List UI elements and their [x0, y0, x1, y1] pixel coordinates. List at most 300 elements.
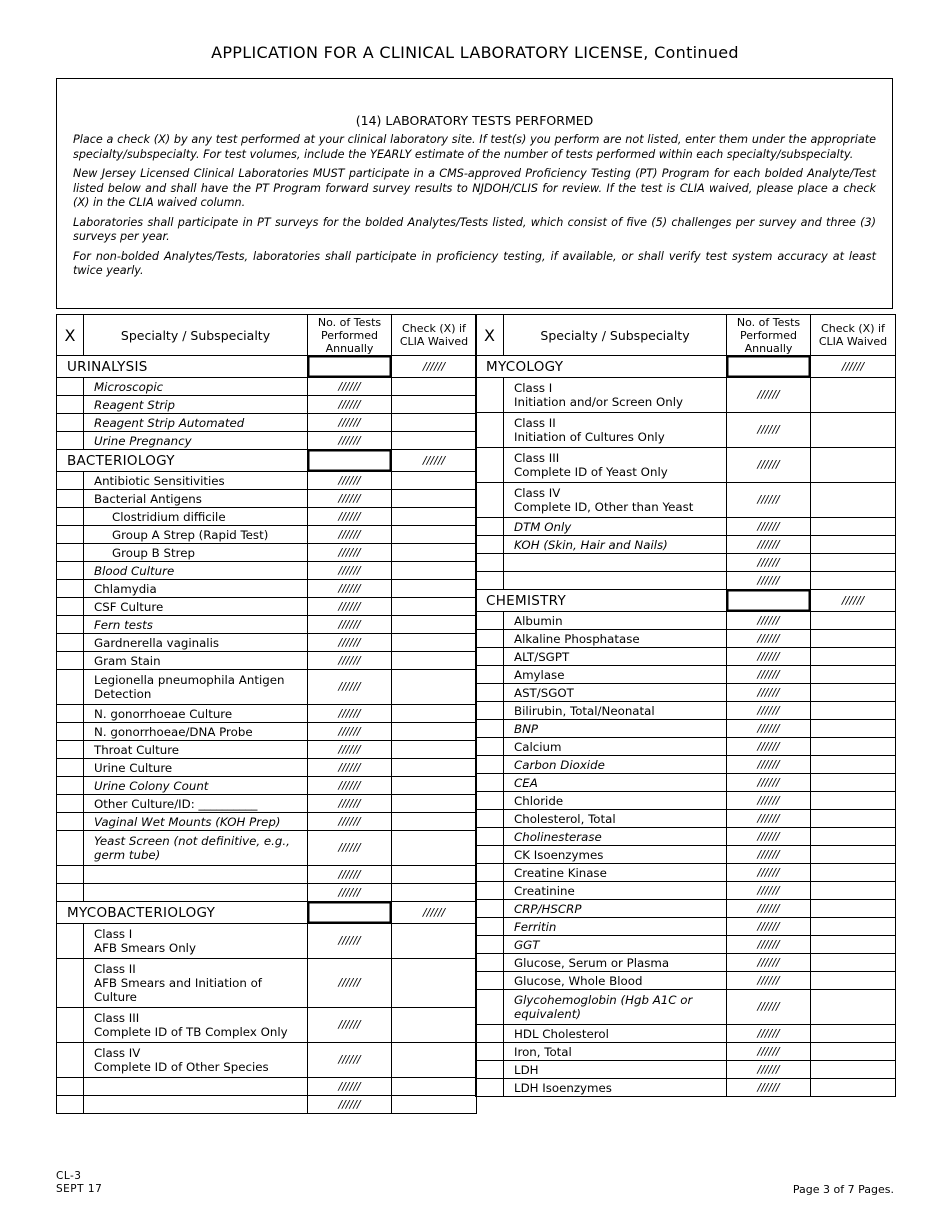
test-name: Throat Culture	[84, 741, 308, 759]
test-checkbox-cell[interactable]	[476, 882, 504, 900]
test-row	[57, 378, 477, 396]
section-count-field[interactable]	[308, 356, 392, 378]
test-count-cell: //////	[727, 413, 811, 448]
test-checkbox-cell[interactable]	[476, 1025, 504, 1043]
test-count-cell: //////	[308, 795, 392, 813]
waived-column-header: Check (X) if CLIA Waived	[811, 315, 896, 356]
clia-waived-checkbox-cell[interactable]	[392, 670, 477, 705]
test-name: Iron, Total	[504, 1043, 727, 1061]
test-name: N. gonorrhoeae/DNA Probe	[84, 723, 308, 741]
test-checkbox-cell[interactable]	[57, 396, 84, 414]
page-title: APPLICATION FOR A CLINICAL LABORATORY LICENSE, Continued	[211, 43, 739, 62]
test-checkbox-cell[interactable]	[57, 759, 84, 777]
test-name: Class III Complete ID of Yeast Only	[504, 448, 727, 483]
test-checkbox-cell[interactable]	[57, 705, 84, 723]
blank-test-field[interactable]	[84, 1078, 308, 1096]
clia-waived-checkbox-cell[interactable]	[811, 792, 896, 810]
test-count-cell: //////	[727, 1025, 811, 1043]
clia-waived-checkbox-cell[interactable]	[811, 572, 896, 590]
test-name: Chloride	[504, 792, 727, 810]
test-checkbox-cell[interactable]	[57, 831, 84, 866]
section-title: MYCOBACTERIOLOGY	[57, 902, 308, 924]
test-count-cell: //////	[308, 472, 392, 490]
test-name: Clostridium difficile	[84, 508, 308, 526]
clia-waived-checkbox-cell[interactable]	[811, 936, 896, 954]
test-row	[57, 741, 477, 759]
test-count-cell: //////	[308, 432, 392, 450]
test-checkbox-cell[interactable]	[476, 810, 504, 828]
test-row	[57, 562, 477, 580]
test-count-cell: //////	[308, 526, 392, 544]
test-checkbox-cell[interactable]	[57, 580, 84, 598]
clia-waived-checkbox-cell[interactable]	[811, 1079, 896, 1097]
test-checkbox-cell[interactable]	[57, 616, 84, 634]
section-waived-cell: //////	[392, 902, 477, 924]
test-checkbox-cell[interactable]	[476, 900, 504, 918]
clia-waived-checkbox-cell[interactable]	[392, 544, 477, 562]
section-count-field[interactable]	[308, 450, 392, 472]
test-checkbox-cell[interactable]	[57, 598, 84, 616]
clia-waived-checkbox-cell[interactable]	[392, 924, 477, 959]
form-footer	[56, 1170, 102, 1196]
blank-test-field[interactable]	[84, 884, 308, 902]
test-checkbox-cell[interactable]	[57, 1078, 84, 1096]
test-checkbox-cell[interactable]	[57, 414, 84, 432]
test-count-cell: //////	[308, 884, 392, 902]
test-count-cell: //////	[308, 924, 392, 959]
test-checkbox-cell[interactable]	[476, 828, 504, 846]
test-row	[476, 918, 896, 936]
clia-waived-checkbox-cell[interactable]	[392, 813, 477, 831]
test-checkbox-cell[interactable]	[57, 813, 84, 831]
blank-test-field[interactable]	[504, 554, 727, 572]
test-count-cell: //////	[308, 741, 392, 759]
clia-waived-checkbox-cell[interactable]	[811, 1061, 896, 1079]
test-name: GGT	[504, 936, 727, 954]
test-checkbox-cell[interactable]	[57, 378, 84, 396]
count-column-header: No. of Tests Performed Annually	[308, 315, 392, 356]
clia-waived-checkbox-cell[interactable]	[392, 866, 477, 884]
clia-waived-checkbox-cell[interactable]	[392, 598, 477, 616]
clia-waived-checkbox-cell[interactable]	[811, 483, 896, 518]
test-row	[476, 666, 896, 684]
clia-waived-checkbox-cell[interactable]	[811, 702, 896, 720]
test-row	[57, 884, 477, 902]
test-name: Glycohemoglobin (Hgb A1C or equivalent)	[504, 990, 727, 1025]
test-row	[57, 866, 477, 884]
test-row	[476, 1025, 896, 1043]
clia-waived-checkbox-cell[interactable]	[392, 652, 477, 670]
clia-waived-checkbox-cell[interactable]	[392, 526, 477, 544]
test-name: Urine Pregnancy	[84, 432, 308, 450]
test-name: Ferritin	[504, 918, 727, 936]
test-count-cell: //////	[308, 616, 392, 634]
test-checkbox-cell[interactable]	[476, 936, 504, 954]
test-count-cell: //////	[727, 846, 811, 864]
clia-waived-checkbox-cell[interactable]	[392, 723, 477, 741]
clia-waived-checkbox-cell[interactable]	[392, 580, 477, 598]
test-count-cell: //////	[308, 831, 392, 866]
clia-waived-checkbox-cell[interactable]	[811, 774, 896, 792]
section-count-field[interactable]	[727, 356, 811, 378]
clia-waived-checkbox-cell[interactable]	[392, 562, 477, 580]
test-row	[57, 795, 477, 813]
test-checkbox-cell[interactable]	[57, 1043, 84, 1078]
test-row	[57, 580, 477, 598]
test-count-cell: //////	[727, 864, 811, 882]
test-row	[57, 526, 477, 544]
clia-waived-checkbox-cell[interactable]	[392, 634, 477, 652]
clia-waived-checkbox-cell[interactable]	[392, 490, 477, 508]
test-row	[57, 414, 477, 432]
section-count-field[interactable]	[727, 590, 811, 612]
clia-waived-checkbox-cell[interactable]	[811, 684, 896, 702]
test-name: Group A Strep (Rapid Test)	[84, 526, 308, 544]
test-checkbox-cell[interactable]	[57, 634, 84, 652]
test-checkbox-cell[interactable]	[476, 666, 504, 684]
test-name: Urine Colony Count	[84, 777, 308, 795]
test-checkbox-cell[interactable]	[57, 670, 84, 705]
clia-waived-checkbox-cell[interactable]	[811, 882, 896, 900]
test-row	[476, 554, 896, 572]
instruction-paragraph: Laboratories shall participate in PT surveys for the bolded Analytes/Tests listed, which consist of five (5) challenges per survey and three (3) surveys per year.	[73, 215, 876, 243]
test-name: Urine Culture	[84, 759, 308, 777]
test-count-cell: //////	[308, 652, 392, 670]
instruction-paragraph: For non-bolded Analytes/Tests, laboratories shall participate in proficiency testing, if available, or shall verify test system accuracy at least twice yearly.	[73, 249, 876, 277]
test-checkbox-cell[interactable]	[57, 432, 84, 450]
test-name: Fern tests	[84, 616, 308, 634]
blank-test-field[interactable]	[504, 572, 727, 590]
test-checkbox-cell[interactable]	[476, 572, 504, 590]
test-count-cell: //////	[727, 684, 811, 702]
test-name: Class IV Complete ID of Other Species	[84, 1043, 308, 1078]
test-checkbox-cell[interactable]	[476, 536, 504, 554]
section-title: CHEMISTRY	[476, 590, 727, 612]
test-checkbox-cell[interactable]	[476, 972, 504, 990]
test-row	[476, 612, 896, 630]
test-row	[476, 1079, 896, 1097]
test-name: Glucose, Whole Blood	[504, 972, 727, 990]
clia-waived-checkbox-cell[interactable]	[811, 413, 896, 448]
clia-waived-checkbox-cell[interactable]	[811, 972, 896, 990]
clia-waived-checkbox-cell[interactable]	[811, 990, 896, 1025]
test-row	[57, 1043, 477, 1078]
test-checkbox-cell[interactable]	[476, 413, 504, 448]
test-checkbox-cell[interactable]	[57, 795, 84, 813]
test-checkbox-cell[interactable]	[476, 792, 504, 810]
test-checkbox-cell[interactable]	[476, 648, 504, 666]
clia-waived-checkbox-cell[interactable]	[811, 918, 896, 936]
test-row	[476, 684, 896, 702]
test-count-cell: //////	[727, 518, 811, 536]
clia-waived-checkbox-cell[interactable]	[392, 1008, 477, 1043]
test-row	[57, 777, 477, 795]
clia-waived-checkbox-cell[interactable]	[811, 864, 896, 882]
clia-waived-checkbox-cell[interactable]	[811, 954, 896, 972]
test-checkbox-cell[interactable]	[57, 866, 84, 884]
clia-waived-checkbox-cell[interactable]	[811, 756, 896, 774]
test-checkbox-cell[interactable]	[476, 1043, 504, 1061]
clia-waived-checkbox-cell[interactable]	[811, 738, 896, 756]
section-waived-cell: //////	[811, 590, 896, 612]
test-count-cell: //////	[727, 1061, 811, 1079]
test-count-cell: //////	[308, 1043, 392, 1078]
test-row	[57, 432, 477, 450]
test-checkbox-cell[interactable]	[57, 884, 84, 902]
test-count-cell: //////	[308, 759, 392, 777]
test-count-cell: //////	[308, 562, 392, 580]
test-row	[57, 634, 477, 652]
test-name: Other Culture/ID: __________	[84, 795, 308, 813]
test-name: Blood Culture	[84, 562, 308, 580]
test-checkbox-cell[interactable]	[57, 544, 84, 562]
clia-waived-checkbox-cell[interactable]	[811, 900, 896, 918]
clia-waived-checkbox-cell[interactable]	[392, 759, 477, 777]
clia-waived-checkbox-cell[interactable]	[811, 828, 896, 846]
test-checkbox-cell[interactable]	[57, 723, 84, 741]
test-count-cell: //////	[727, 666, 811, 684]
form-id: CL-3	[56, 1170, 82, 1182]
test-checkbox-cell[interactable]	[476, 630, 504, 648]
section-waived-cell: //////	[811, 356, 896, 378]
test-name: Group B Strep	[84, 544, 308, 562]
clia-waived-checkbox-cell[interactable]	[392, 1078, 477, 1096]
test-checkbox-cell[interactable]	[476, 518, 504, 536]
form-date: SEPT 17	[56, 1183, 103, 1195]
test-row	[57, 652, 477, 670]
section-title: URINALYSIS	[57, 356, 308, 378]
test-row	[57, 490, 477, 508]
clia-waived-checkbox-cell[interactable]	[392, 378, 477, 396]
test-checkbox-cell[interactable]	[476, 1061, 504, 1079]
test-checkbox-cell[interactable]	[57, 508, 84, 526]
clia-waived-checkbox-cell[interactable]	[811, 554, 896, 572]
page-number: Page 3 of 7 Pages.	[792, 1183, 894, 1196]
clia-waived-checkbox-cell[interactable]	[392, 1043, 477, 1078]
specialty-column-header: Specialty / Subspecialty	[504, 315, 727, 356]
test-count-cell: //////	[308, 414, 392, 432]
test-checkbox-cell[interactable]	[476, 554, 504, 572]
test-name: Class IV Complete ID, Other than Yeast	[504, 483, 727, 518]
clia-waived-checkbox-cell[interactable]	[392, 884, 477, 902]
test-count-cell: //////	[727, 720, 811, 738]
test-count-cell: //////	[727, 936, 811, 954]
test-row	[476, 882, 896, 900]
test-name: Gardnerella vaginalis	[84, 634, 308, 652]
test-row	[57, 396, 477, 414]
test-checkbox-cell[interactable]	[476, 1079, 504, 1097]
test-count-cell: //////	[308, 866, 392, 884]
section-title: BACTERIOLOGY	[57, 450, 308, 472]
test-name: Cholesterol, Total	[504, 810, 727, 828]
test-count-cell: //////	[727, 792, 811, 810]
section-row	[57, 450, 477, 472]
test-count-cell: //////	[308, 598, 392, 616]
tests-table-right	[475, 314, 896, 1097]
test-checkbox-cell[interactable]	[57, 652, 84, 670]
test-name: Class II AFB Smears and Initiation of Culture	[84, 959, 308, 1008]
test-checkbox-cell[interactable]	[476, 483, 504, 518]
test-row	[476, 378, 896, 413]
test-count-cell: //////	[727, 918, 811, 936]
test-checkbox-cell[interactable]	[57, 959, 84, 1008]
test-checkbox-cell[interactable]	[57, 472, 84, 490]
test-name: Vaginal Wet Mounts (KOH Prep)	[84, 813, 308, 831]
test-count-cell: //////	[308, 1096, 392, 1114]
test-count-cell: //////	[727, 882, 811, 900]
waived-column-header: Check (X) if CLIA Waived	[392, 315, 477, 356]
clia-waived-checkbox-cell[interactable]	[392, 777, 477, 795]
test-checkbox-cell[interactable]	[476, 378, 504, 413]
tests-table-left	[56, 314, 477, 1114]
test-row	[476, 990, 896, 1025]
test-checkbox-cell[interactable]	[476, 864, 504, 882]
instructions-box	[56, 78, 893, 309]
test-row	[476, 774, 896, 792]
test-count-cell: //////	[727, 810, 811, 828]
clia-waived-checkbox-cell[interactable]	[392, 1096, 477, 1114]
test-row	[57, 1078, 477, 1096]
test-count-cell: //////	[727, 900, 811, 918]
test-row	[476, 1061, 896, 1079]
test-row	[476, 792, 896, 810]
test-count-cell: //////	[308, 1008, 392, 1043]
test-row	[57, 670, 477, 705]
clia-waived-checkbox-cell[interactable]	[811, 378, 896, 413]
clia-waived-checkbox-cell[interactable]	[811, 612, 896, 630]
test-checkbox-cell[interactable]	[476, 846, 504, 864]
clia-waived-checkbox-cell[interactable]	[392, 396, 477, 414]
section-heading: (14) LABORATORY TESTS PERFORMED	[355, 113, 594, 128]
test-checkbox-cell[interactable]	[57, 490, 84, 508]
clia-waived-checkbox-cell[interactable]	[811, 518, 896, 536]
clia-waived-checkbox-cell[interactable]	[392, 795, 477, 813]
test-row	[476, 483, 896, 518]
test-name: Bacterial Antigens	[84, 490, 308, 508]
section-row	[57, 902, 477, 924]
test-checkbox-cell[interactable]	[476, 702, 504, 720]
section-waived-cell: //////	[392, 450, 477, 472]
test-name: Class I AFB Smears Only	[84, 924, 308, 959]
test-name: Reagent Strip Automated	[84, 414, 308, 432]
test-checkbox-cell[interactable]	[57, 526, 84, 544]
test-row	[476, 864, 896, 882]
test-row	[57, 813, 477, 831]
test-count-cell: //////	[727, 738, 811, 756]
clia-waived-checkbox-cell[interactable]	[811, 846, 896, 864]
test-row	[476, 936, 896, 954]
clia-waived-checkbox-cell[interactable]	[811, 536, 896, 554]
test-count-cell: //////	[308, 959, 392, 1008]
test-name: Cholinesterase	[504, 828, 727, 846]
test-checkbox-cell[interactable]	[476, 990, 504, 1025]
test-name: BNP	[504, 720, 727, 738]
x-column-header: X	[476, 315, 504, 356]
test-checkbox-cell[interactable]	[476, 612, 504, 630]
clia-waived-checkbox-cell[interactable]	[392, 508, 477, 526]
clia-waived-checkbox-cell[interactable]	[392, 616, 477, 634]
test-name: Creatine Kinase	[504, 864, 727, 882]
section-waived-cell: //////	[392, 356, 477, 378]
clia-waived-checkbox-cell[interactable]	[811, 720, 896, 738]
clia-waived-checkbox-cell[interactable]	[392, 831, 477, 866]
clia-waived-checkbox-cell[interactable]	[811, 810, 896, 828]
test-name: LDH	[504, 1061, 727, 1079]
clia-waived-checkbox-cell[interactable]	[392, 705, 477, 723]
clia-waived-checkbox-cell[interactable]	[811, 666, 896, 684]
test-checkbox-cell[interactable]	[57, 777, 84, 795]
test-name: Class II Initiation of Cultures Only	[504, 413, 727, 448]
test-row	[57, 924, 477, 959]
test-checkbox-cell[interactable]	[57, 1096, 84, 1114]
test-count-cell: //////	[727, 536, 811, 554]
test-checkbox-cell[interactable]	[476, 448, 504, 483]
test-count-cell: //////	[308, 634, 392, 652]
test-checkbox-cell[interactable]	[476, 738, 504, 756]
test-checkbox-cell[interactable]	[476, 954, 504, 972]
clia-waived-checkbox-cell[interactable]	[811, 630, 896, 648]
section-row	[476, 590, 896, 612]
test-name: Yeast Screen (not definitive, e.g., germ tube)	[84, 831, 308, 866]
test-count-cell: //////	[308, 544, 392, 562]
test-row	[476, 413, 896, 448]
test-row	[57, 1096, 477, 1114]
blank-test-field[interactable]	[84, 866, 308, 884]
test-checkbox-cell[interactable]	[476, 774, 504, 792]
clia-waived-checkbox-cell[interactable]	[392, 414, 477, 432]
clia-waived-checkbox-cell[interactable]	[392, 472, 477, 490]
test-checkbox-cell[interactable]	[57, 741, 84, 759]
test-checkbox-cell[interactable]	[57, 562, 84, 580]
test-count-cell: //////	[727, 756, 811, 774]
test-row	[476, 810, 896, 828]
blank-test-field[interactable]	[84, 1096, 308, 1114]
test-row	[476, 756, 896, 774]
test-name: CK Isoenzymes	[504, 846, 727, 864]
test-count-cell: //////	[308, 378, 392, 396]
clia-waived-checkbox-cell[interactable]	[811, 448, 896, 483]
test-name: Bilirubin, Total/Neonatal	[504, 702, 727, 720]
test-count-cell: //////	[727, 612, 811, 630]
test-count-cell: //////	[727, 448, 811, 483]
test-name: Chlamydia	[84, 580, 308, 598]
clia-waived-checkbox-cell[interactable]	[811, 1043, 896, 1061]
table-header-row	[476, 315, 896, 356]
clia-waived-checkbox-cell[interactable]	[811, 1025, 896, 1043]
clia-waived-checkbox-cell[interactable]	[392, 959, 477, 1008]
clia-waived-checkbox-cell[interactable]	[392, 741, 477, 759]
test-count-cell: //////	[727, 954, 811, 972]
test-row	[476, 720, 896, 738]
test-name: CSF Culture	[84, 598, 308, 616]
test-checkbox-cell[interactable]	[476, 684, 504, 702]
test-row	[57, 508, 477, 526]
test-row	[476, 900, 896, 918]
section-count-field[interactable]	[308, 902, 392, 924]
clia-waived-checkbox-cell[interactable]	[392, 432, 477, 450]
test-checkbox-cell[interactable]	[476, 918, 504, 936]
test-row	[57, 759, 477, 777]
test-name: Carbon Dioxide	[504, 756, 727, 774]
test-row	[476, 448, 896, 483]
test-checkbox-cell[interactable]	[57, 1008, 84, 1043]
test-checkbox-cell[interactable]	[476, 720, 504, 738]
test-checkbox-cell[interactable]	[57, 924, 84, 959]
test-checkbox-cell[interactable]	[476, 756, 504, 774]
test-count-cell: //////	[727, 554, 811, 572]
test-name: CRP/HSCRP	[504, 900, 727, 918]
clia-waived-checkbox-cell[interactable]	[811, 648, 896, 666]
